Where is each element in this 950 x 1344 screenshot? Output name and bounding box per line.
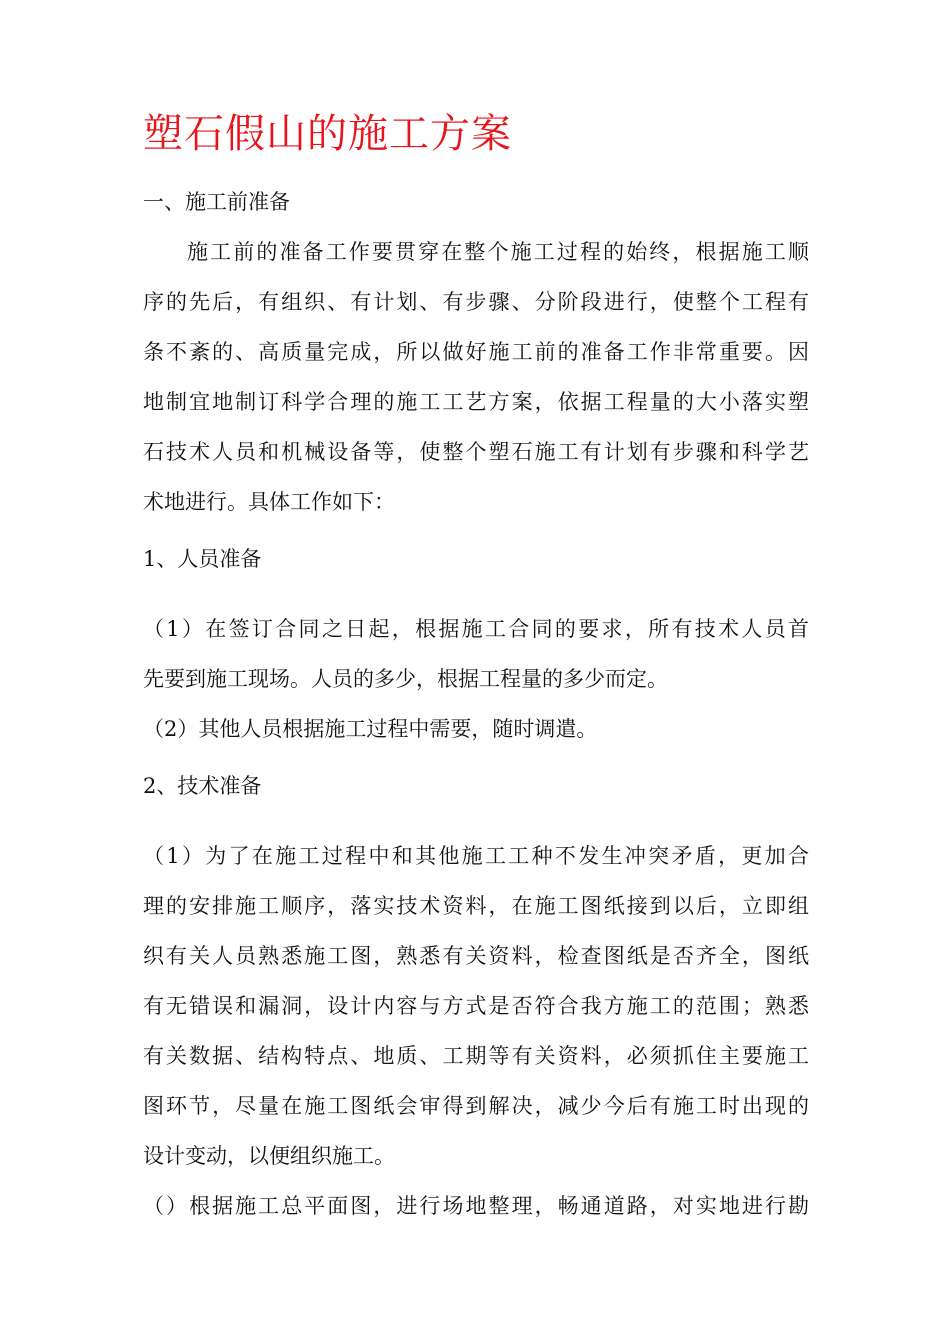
intro-line-2: 序的先后，有组织、有计划、有步骤、分阶段进行，使整个工程有 (143, 290, 809, 314)
technical-item1-line-5: 有关数据、结构特点、地质、工期等有关资料，必须抓住主要施工 (143, 1044, 809, 1068)
technical-item1-line-3: 织有关人员熟悉施工图，熟悉有关资料，检查图纸是否齐全，图纸 (143, 944, 809, 968)
technical-item2-line-1: （）根据施工总平面图，进行场地整理，畅通道路，对实地进行勘 (143, 1194, 809, 1218)
intro-line-1: 施工前的准备工作要贯穿在整个施工过程的始终，根据施工顺 (187, 240, 809, 264)
section-heading-preparation: 一、施工前准备 (143, 190, 290, 214)
personnel-item1-line-2: 先要到施工现场。人员的多少，根据工程量的多少而定。 (143, 667, 668, 691)
intro-line-5: 石技术人员和机械设备等，使整个塑石施工有计划有步骤和科学艺 (143, 440, 809, 464)
technical-item1-line-7: 设计变动，以便组织施工。 (143, 1144, 395, 1168)
intro-line-4: 地制宜地制订科学合理的施工工艺方案，依据工程量的大小落实塑 (143, 390, 809, 414)
technical-item1-line-1: （1）为了在施工过程中和其他施工工种不发生冲突矛盾，更加合 (143, 844, 809, 868)
technical-item1-line-4: 有无错误和漏洞，设计内容与方式是否符合我方施工的范围；熟悉 (143, 994, 809, 1018)
document-title: 塑石假山的施工方案 (143, 111, 512, 157)
technical-item1-line-6: 图环节，尽量在施工图纸会审得到解决，减少今后有施工时出现的 (143, 1094, 809, 1118)
subsection-heading-technical: 2、技术准备 (143, 774, 262, 798)
personnel-item1-line-1: （1）在签订合同之日起，根据施工合同的要求，所有技术人员首 (143, 617, 809, 641)
technical-item1-line-2: 理的安排施工顺序，落实技术资料，在施工图纸接到以后，立即组 (143, 894, 809, 918)
intro-line-3: 条不紊的、高质量完成，所以做好施工前的准备工作非常重要。因 (143, 340, 809, 364)
subsection-heading-personnel: 1、人员准备 (143, 547, 262, 571)
personnel-item2: （2）其他人员根据施工过程中需要，随时调遣。 (143, 717, 598, 741)
intro-line-6: 术地进行。具体工作如下： (143, 490, 395, 514)
